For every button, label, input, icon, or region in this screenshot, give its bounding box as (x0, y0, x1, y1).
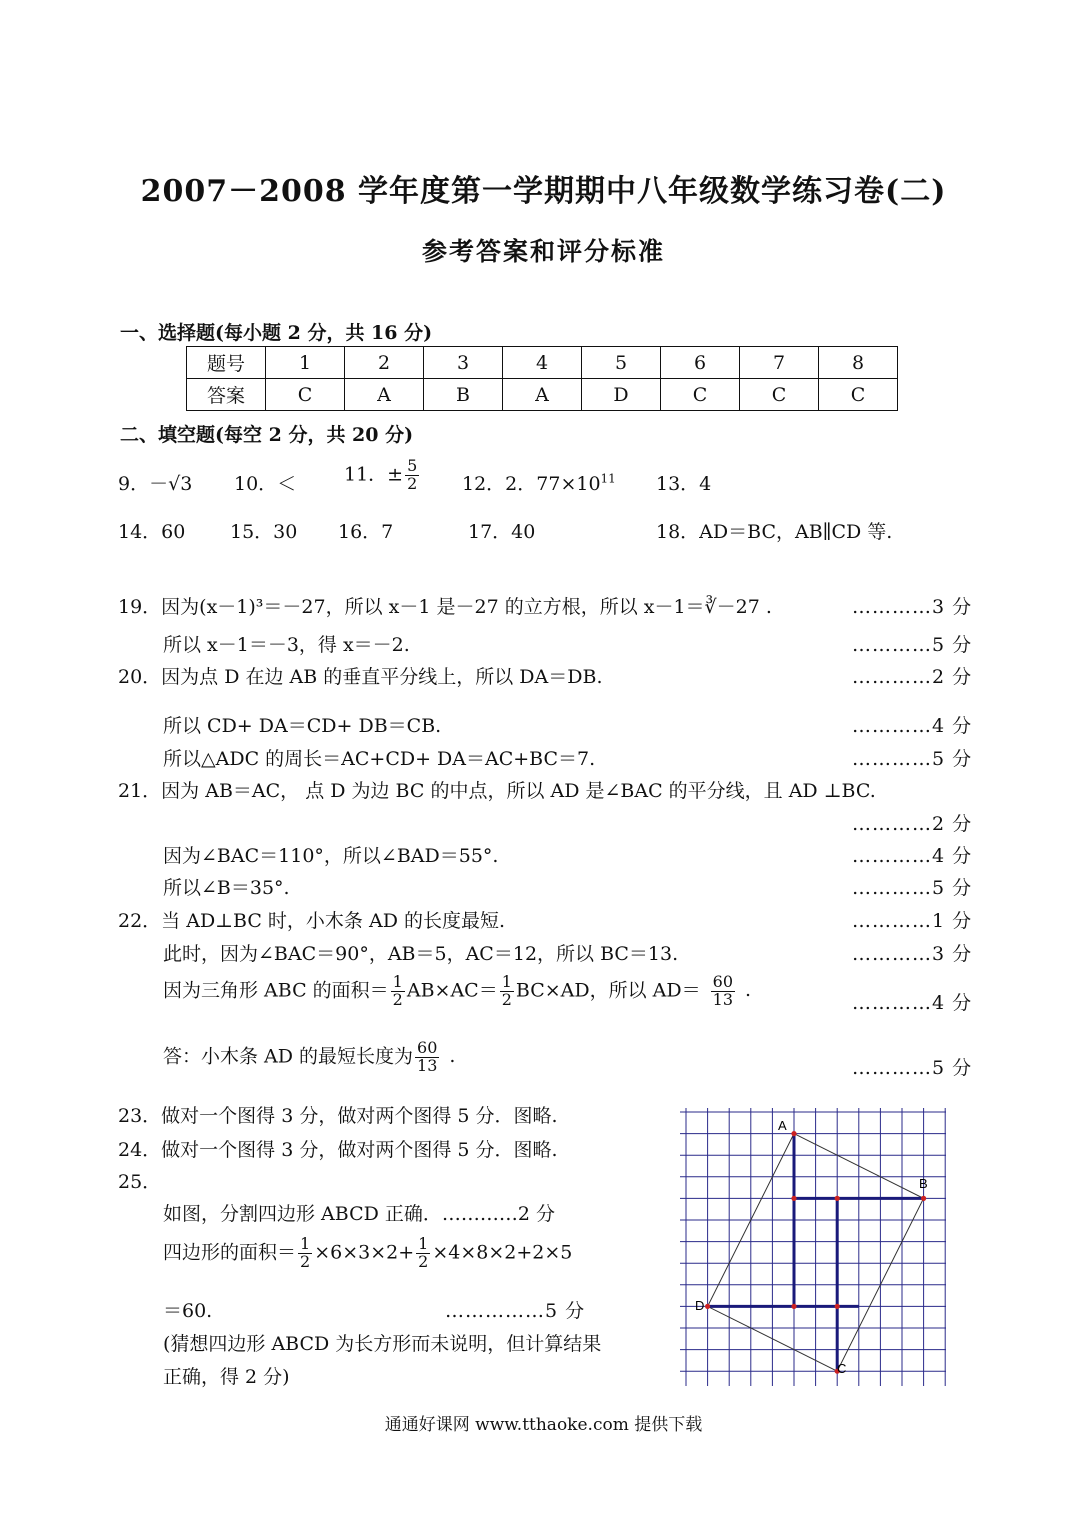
answer-q9 (118, 469, 192, 496)
vertex-point (705, 1304, 710, 1309)
solution-q19-line2: 所以 x－1＝－3，得 x＝－2. (163, 634, 410, 656)
table-cell: C (740, 379, 819, 411)
solution-q20-line3: 所以△ADC 的周长＝AC+CD+ DA＝AC+BC＝7. (163, 748, 596, 770)
solution-q21-line1: 21．因为 AB＝AC， 点 D 为边 BC 的中点，所以 AD 是∠BAC 的平分线，且 AD ⊥BC. (118, 780, 876, 802)
table-cell: 7 (740, 347, 819, 379)
q12-exponent: 11 (600, 471, 616, 486)
solution-q25-line4: (猜想四边形 ABCD 为长方形而未说明，但计算结果 (163, 1333, 602, 1355)
table-cell: 4 (503, 347, 582, 379)
solution-q22-line3: 因为三角形 ABC 的面积＝ $\frac{1}{2}$ AB×AC＝ $\frac{1}{2}$ BC×AD，所以 AD＝ $\frac{60}{13}$ . (163, 972, 752, 1009)
label-a: A (778, 1118, 787, 1133)
table-cell: C (266, 379, 345, 411)
vertex-point (835, 1196, 840, 1201)
answer-q13: 13．4 (656, 473, 712, 495)
answer-q16: 16．7 (338, 521, 394, 543)
label-c: C (837, 1361, 847, 1376)
vertex-point (791, 1196, 796, 1201)
score-q20-3: …………5 分 (852, 748, 973, 770)
table-cell: A (503, 379, 582, 411)
fraction-60-13: $\frac{60}{13}$ (417, 1038, 438, 1075)
table-cell: 6 (661, 347, 740, 379)
table-cell: 2 (345, 347, 424, 379)
solution-q25-label: 25． (118, 1171, 162, 1193)
solution-q24: 24．做对一个图得 3 分，做对两个图得 5 分．图略. (118, 1139, 558, 1161)
score-q20-2: …………4 分 (852, 715, 973, 737)
table-row-numbers (187, 347, 898, 379)
vertex-point (791, 1304, 796, 1309)
q11-fraction: $\frac{5}{2}$ (407, 456, 418, 493)
table-cell: C (819, 379, 898, 411)
vertex-point (791, 1131, 796, 1136)
table-header-label: 题号 (187, 347, 266, 379)
score-q19-1: …………3 分 (852, 596, 973, 618)
solution-q25-line5: 正确，得 2 分) (163, 1366, 290, 1388)
solution-q21-line2: 因为∠BAC＝110°，所以∠BAD＝55°. (163, 845, 499, 867)
solution-q20-line2: 所以 CD+ DA＝CD+ DB＝CB. (163, 715, 442, 737)
q9-label: 9． (118, 473, 150, 495)
table-answer-label: 答案 (187, 379, 266, 411)
score-q22-2: …………3 分 (852, 943, 973, 965)
quadrilateral-figure (680, 1108, 946, 1386)
score-q21-3: …………5 分 (852, 877, 973, 899)
score-q21-2: …………4 分 (852, 845, 973, 867)
section2-heading: 二、填空题(每空 2 分，共 20 分) (120, 424, 414, 446)
table-cell: A (345, 379, 424, 411)
score-q22-3: …………4 分 (852, 992, 973, 1014)
table-cell: 8 (819, 347, 898, 379)
page-subtitle: 参考答案和评分标准 (421, 237, 665, 266)
table-row-answers (187, 379, 898, 411)
solution-q25-line1: 如图，分割四边形 ABCD 正确．…………2 分 (163, 1203, 556, 1225)
solution-q19-line1: 19．因为(x－1)³＝－27，所以 x－1 是－27 的立方根，所以 x－1＝∛－27 . (118, 596, 772, 618)
solution-q22-line4: 答：小木条 AD 的最短长度为 $\frac{60}{13}$ . (163, 1038, 456, 1075)
table-cell: B (424, 379, 503, 411)
answer-q17: 17．40 (468, 521, 536, 543)
q11-label: 11．± (344, 463, 404, 486)
grid-lines (680, 1108, 946, 1386)
table-cell: 5 (582, 347, 661, 379)
solution-q25-line2: 四边形的面积＝ $\frac{1}{2}$ ×6×3×2+ $\frac{1}{2}$ ×4×8×2+2×5 (163, 1234, 573, 1271)
score-q25: ……………5 分 (445, 1300, 586, 1322)
section1-heading: 一、选择题(每小题 2 分，共 16 分) (120, 322, 433, 344)
table-cell: 1 (266, 347, 345, 379)
score-q19-2: …………5 分 (852, 634, 973, 656)
solution-q20-line1: 20．因为点 D 在边 AB 的垂直平分线上，所以 DA＝DB. (118, 666, 603, 688)
score-q20-1: …………2 分 (852, 666, 973, 688)
answer-q11 (344, 458, 421, 493)
footer-text: 通通好课网 www.tthaoke.com 提供下载 (384, 1415, 703, 1435)
score-q22-1: …………1 分 (852, 910, 973, 932)
vertex-point (835, 1304, 840, 1309)
fraction-60-13: $\frac{60}{13}$ (712, 972, 733, 1009)
answer-q18: 18．AD＝BC，AB∥CD 等. (656, 521, 893, 543)
answer-q12: 12．2．$77\times 10^{11}$ (462, 471, 616, 495)
score-q21-1: …………2 分 (852, 813, 973, 835)
q9-answer: －√3 (149, 473, 193, 495)
score-q22-4: …………5 分 (852, 1057, 973, 1079)
answer-q15: 15．30 (230, 521, 298, 543)
label-b: B (919, 1176, 928, 1191)
solution-q22-line2: 此时，因为∠BAC＝90°，AB＝5，AC＝12，所以 BC＝13. (163, 943, 679, 965)
vertex-point (921, 1196, 926, 1201)
table-cell: 3 (424, 347, 503, 379)
page-title: 2007－2008 学年度第一学期期中八年级数学练习卷(二) (140, 174, 947, 209)
fraction-half: $\frac{1}{2}$ (418, 1234, 429, 1271)
solution-q23: 23．做对一个图得 3 分，做对两个图得 5 分．图略. (118, 1105, 558, 1127)
fraction-half: $\frac{1}{2}$ (501, 972, 512, 1009)
table-cell: C (661, 379, 740, 411)
fraction-half: $\frac{1}{2}$ (300, 1234, 311, 1271)
fraction-half: $\frac{1}{2}$ (392, 972, 403, 1009)
answer-q10: 10．＜ (234, 473, 297, 495)
solution-q25-line3: ＝60. (163, 1300, 213, 1322)
table-cell: D (582, 379, 661, 411)
solution-q21-line3: 所以∠B＝35°. (163, 877, 290, 899)
answer-table (186, 346, 898, 411)
solution-q22-line1: 22．当 AD⊥BC 时，小木条 AD 的长度最短. (118, 910, 506, 932)
answer-q14: 14．60 (118, 521, 186, 543)
label-d: D (695, 1298, 705, 1313)
